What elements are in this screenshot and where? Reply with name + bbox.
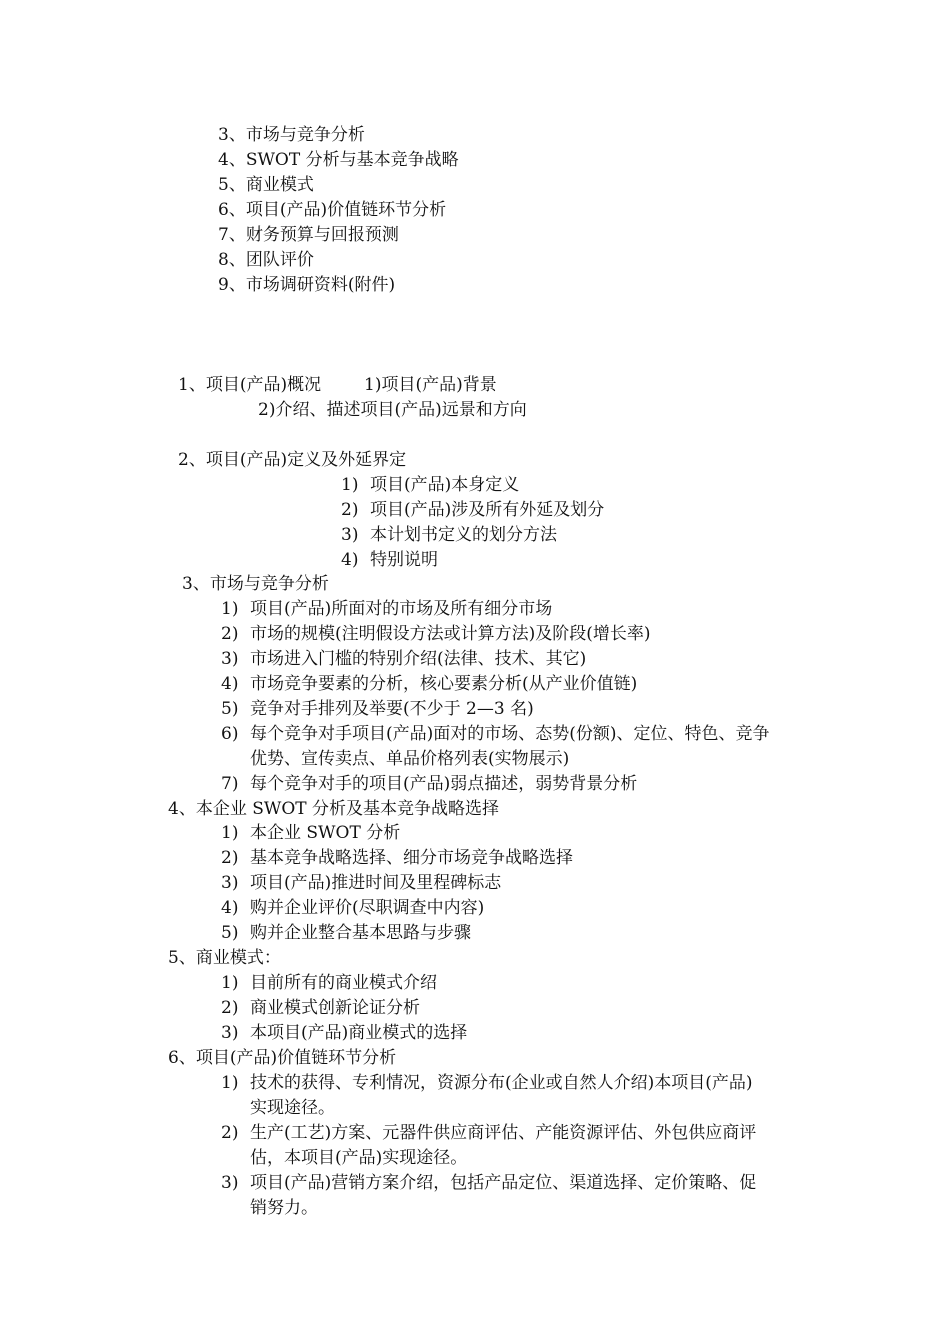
- list-item: 商业模式创新论证分析: [250, 998, 420, 1018]
- list-number: 3): [221, 873, 239, 893]
- list-item: 项目(产品)营销方案介绍，包括产品定位、渠道选择、定价策略、促: [250, 1173, 757, 1193]
- list-item: 特别说明: [370, 550, 438, 570]
- list-item: 项目(产品)涉及所有外延及划分: [370, 500, 605, 520]
- list-item: 市场进入门槛的特别介绍(法律、技术、其它): [250, 649, 587, 669]
- list-number: 1): [221, 973, 239, 993]
- list-number: 3): [341, 525, 359, 545]
- list-item: 生产(工艺)方案、元器件供应商评估、产能资源评估、外包供应商评: [250, 1123, 757, 1143]
- list-item-continuation: 实现途径。: [250, 1098, 335, 1118]
- list-number: 5): [221, 923, 239, 943]
- list-number: 2): [221, 624, 239, 644]
- list-number: 3): [221, 649, 239, 669]
- toc-item: 5、商业模式: [218, 175, 314, 195]
- list-number: 1): [221, 1073, 239, 1093]
- section-2-title: 2、项目(产品)定义及外延界定: [178, 450, 407, 470]
- list-number: 7): [221, 774, 239, 794]
- toc-item: 4、SWOT 分析与基本竞争战略: [218, 150, 459, 170]
- list-item: 每个竞争对手的项目(产品)弱点描述，弱势背景分析: [250, 774, 638, 794]
- list-number: 2): [221, 1123, 239, 1143]
- list-item: 竞争对手排列及举要(不少于 2—3 名): [250, 699, 534, 719]
- list-number: 3): [221, 1173, 239, 1193]
- section-1-title: 1、项目(产品)概况: [178, 375, 322, 395]
- section-6-title: 6、项目(产品)价值链环节分析: [168, 1048, 397, 1068]
- list-item: 每个竞争对手项目(产品)面对的市场、态势(份额)、定位、特色、竞争: [250, 724, 770, 744]
- list-number: 3): [221, 1023, 239, 1043]
- toc-item: 9、市场调研资料(附件): [218, 275, 396, 295]
- list-number: 1): [221, 823, 239, 843]
- list-item: 本计划书定义的划分方法: [370, 525, 557, 545]
- list-item: 市场竞争要素的分析，核心要素分析(从产业价值链): [250, 674, 638, 694]
- toc-item: 6、项目(产品)价值链环节分析: [218, 200, 447, 220]
- list-item: 本项目(产品)商业模式的选择: [250, 1023, 468, 1043]
- section-1-item: 2)介绍、描述项目(产品)远景和方向: [258, 400, 527, 420]
- section-5-title: 5、商业模式：: [168, 948, 281, 968]
- list-item: 本企业 SWOT 分析: [250, 823, 401, 843]
- toc-item: 7、财务预算与回报预测: [218, 225, 399, 245]
- list-item: 基本竞争战略选择、细分市场竞争战略选择: [250, 848, 573, 868]
- list-item: 目前所有的商业模式介绍: [250, 973, 437, 993]
- list-item-continuation: 优势、宣传卖点、单品价格列表(实物展示): [250, 749, 570, 769]
- list-number: 6): [221, 724, 239, 744]
- section-3-title: 3、市场与竞争分析: [182, 574, 329, 594]
- list-number: 5): [221, 699, 239, 719]
- list-number: 2): [221, 848, 239, 868]
- list-item: 购并企业整合基本思路与步骤: [250, 923, 471, 943]
- list-item-continuation: 销努力。: [250, 1198, 318, 1218]
- list-item: 市场的规模(注明假设方法或计算方法)及阶段(增长率): [250, 624, 651, 644]
- list-item: 技术的获得、专利情况，资源分布(企业或自然人介绍)本项目(产品): [250, 1073, 753, 1093]
- list-number: 2): [221, 998, 239, 1018]
- list-number: 2): [341, 500, 359, 520]
- list-number: 1): [221, 599, 239, 619]
- section-4-title: 4、本企业 SWOT 分析及基本竞争战略选择: [168, 799, 500, 819]
- list-item: 购并企业评价(尽职调查中内容): [250, 898, 485, 918]
- list-item: 项目(产品)本身定义: [370, 475, 520, 495]
- list-number: 4): [221, 898, 239, 918]
- list-number: 1): [341, 475, 359, 495]
- toc-item: 8、团队评价: [218, 250, 314, 270]
- section-1-item: 1)项目(产品)背景: [364, 375, 497, 395]
- list-number: 4): [341, 550, 359, 570]
- list-item-continuation: 估，本项目(产品)实现途径。: [250, 1148, 468, 1168]
- list-item: 项目(产品)推进时间及里程碑标志: [250, 873, 502, 893]
- list-item: 项目(产品)所面对的市场及所有细分市场: [250, 599, 553, 619]
- list-number: 4): [221, 674, 239, 694]
- toc-item: 3、市场与竞争分析: [218, 125, 365, 145]
